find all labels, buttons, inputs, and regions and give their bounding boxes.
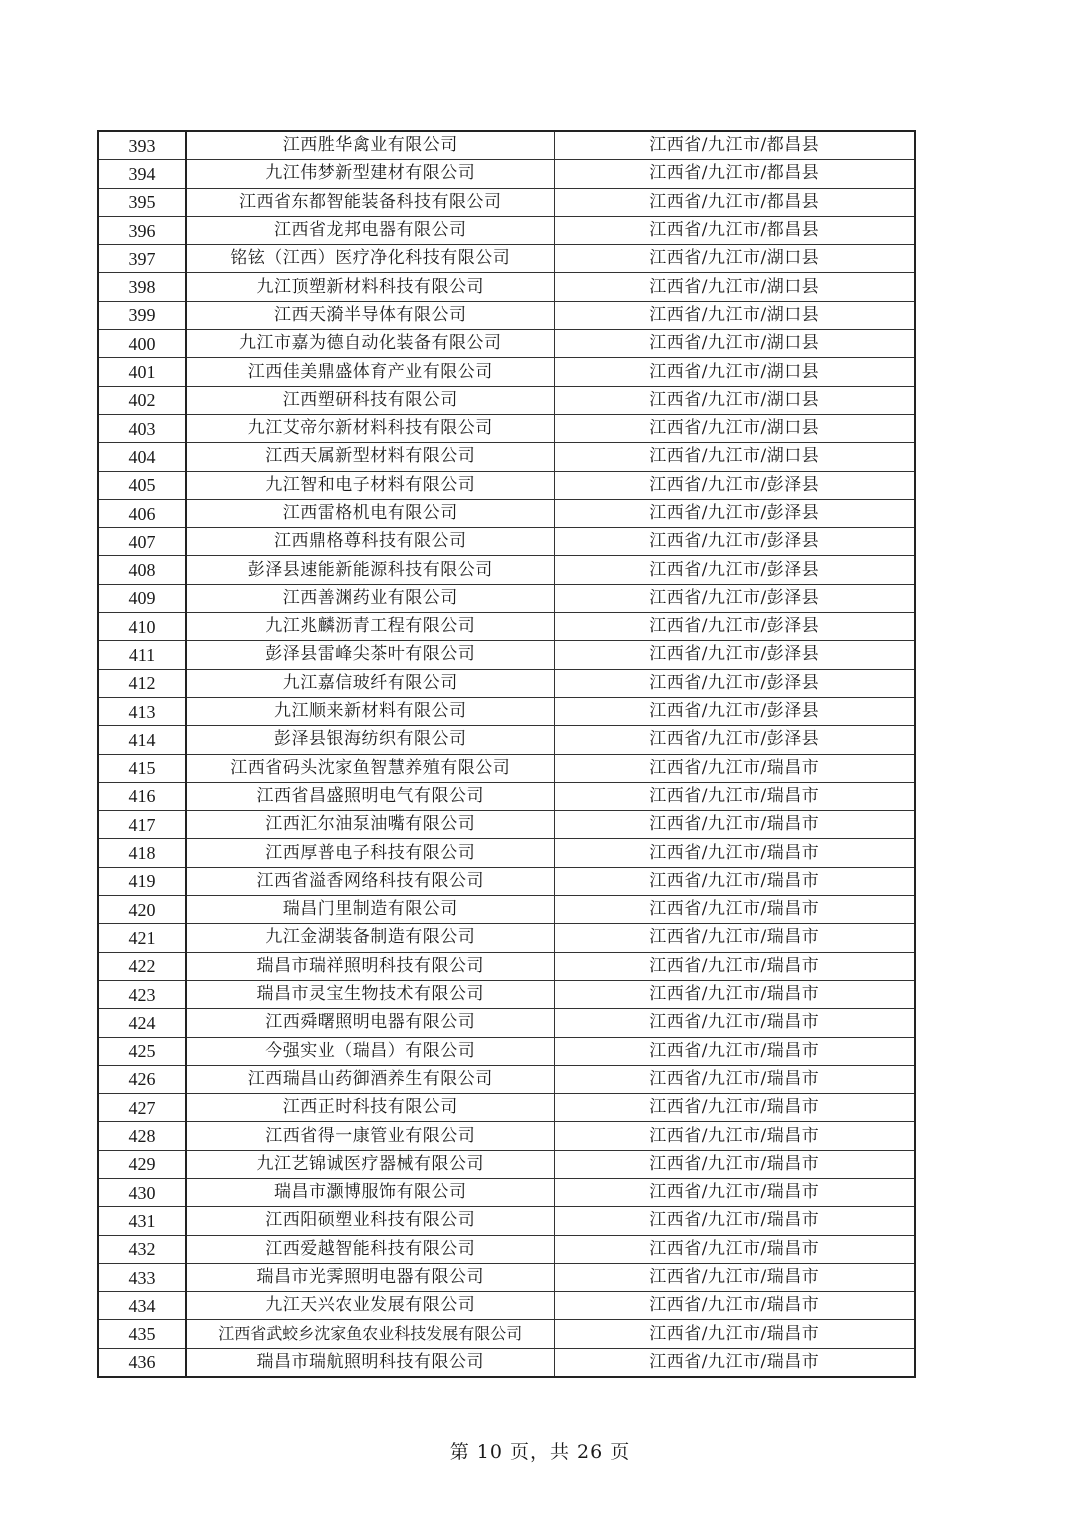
row-number: 416 <box>98 782 186 810</box>
company-location: 江西省/九江市/湖口县 <box>554 245 915 273</box>
table-row <box>98 358 915 386</box>
company-location: 江西省/九江市/彭泽县 <box>554 697 915 725</box>
table-row <box>98 160 915 188</box>
row-number: 410 <box>98 613 186 641</box>
table-row <box>98 273 915 301</box>
table-row <box>98 1122 915 1150</box>
table-row <box>98 499 915 527</box>
company-name: 江西阳硕塑业科技有限公司 <box>186 1207 554 1235</box>
company-name: 彭泽县雷峰尖茶叶有限公司 <box>186 641 554 669</box>
company-location: 江西省/九江市/都昌县 <box>554 160 915 188</box>
company-location: 江西省/九江市/彭泽县 <box>554 556 915 584</box>
table-row <box>98 1263 915 1291</box>
table-row <box>98 1037 915 1065</box>
table-row <box>98 443 915 471</box>
company-location: 江西省/九江市/湖口县 <box>554 273 915 301</box>
table-row <box>98 669 915 697</box>
company-name: 江西省东都智能装备科技有限公司 <box>186 188 554 216</box>
row-number: 435 <box>98 1320 186 1348</box>
row-number: 424 <box>98 1009 186 1037</box>
company-name: 江西善渊药业有限公司 <box>186 584 554 612</box>
table-row <box>98 1065 915 1093</box>
company-name: 九江金湖装备制造有限公司 <box>186 924 554 952</box>
company-location: 江西省/九江市/瑞昌市 <box>554 1094 915 1122</box>
company-location: 江西省/九江市/湖口县 <box>554 414 915 442</box>
row-number: 409 <box>98 584 186 612</box>
table-row <box>98 584 915 612</box>
table-row <box>98 1207 915 1235</box>
row-number: 428 <box>98 1122 186 1150</box>
row-number: 429 <box>98 1150 186 1178</box>
company-location: 江西省/九江市/都昌县 <box>554 216 915 244</box>
company-location: 江西省/九江市/瑞昌市 <box>554 1235 915 1263</box>
company-location: 江西省/九江市/都昌县 <box>554 188 915 216</box>
company-name: 江西舜曙照明电器有限公司 <box>186 1009 554 1037</box>
table-row <box>98 528 915 556</box>
table-row <box>98 613 915 641</box>
row-number: 425 <box>98 1037 186 1065</box>
row-number: 400 <box>98 330 186 358</box>
row-number: 398 <box>98 273 186 301</box>
company-list-table <box>97 130 916 1378</box>
row-number: 434 <box>98 1292 186 1320</box>
row-number: 394 <box>98 160 186 188</box>
row-number: 395 <box>98 188 186 216</box>
table-row <box>98 471 915 499</box>
company-location: 江西省/九江市/瑞昌市 <box>554 867 915 895</box>
table-row <box>98 1235 915 1263</box>
company-name: 江西正时科技有限公司 <box>186 1094 554 1122</box>
row-number: 396 <box>98 216 186 244</box>
company-name: 江西省昌盛照明电气有限公司 <box>186 782 554 810</box>
company-name: 江西省溢香网络科技有限公司 <box>186 867 554 895</box>
company-location: 江西省/九江市/彭泽县 <box>554 726 915 754</box>
company-location: 江西省/九江市/湖口县 <box>554 386 915 414</box>
company-location: 江西省/九江市/彭泽县 <box>554 641 915 669</box>
company-location: 江西省/九江市/彭泽县 <box>554 613 915 641</box>
company-name: 今强实业（瑞昌）有限公司 <box>186 1037 554 1065</box>
company-name: 铭铉（江西）医疗净化科技有限公司 <box>186 245 554 273</box>
table-row <box>98 924 915 952</box>
company-location: 江西省/九江市/彭泽县 <box>554 528 915 556</box>
company-location: 江西省/九江市/瑞昌市 <box>554 1263 915 1291</box>
company-location: 江西省/九江市/瑞昌市 <box>554 1122 915 1150</box>
row-number: 415 <box>98 754 186 782</box>
table-row <box>98 188 915 216</box>
table-row <box>98 839 915 867</box>
table-row <box>98 867 915 895</box>
row-number: 419 <box>98 867 186 895</box>
table-row <box>98 414 915 442</box>
row-number: 406 <box>98 499 186 527</box>
company-location: 江西省/九江市/彭泽县 <box>554 584 915 612</box>
table-row <box>98 782 915 810</box>
row-number: 413 <box>98 697 186 725</box>
company-name: 江西胜华禽业有限公司 <box>186 131 554 160</box>
company-name: 江西天属新型材料有限公司 <box>186 443 554 471</box>
table-row <box>98 386 915 414</box>
company-location: 江西省/九江市/彭泽县 <box>554 669 915 697</box>
company-location: 江西省/九江市/瑞昌市 <box>554 1178 915 1206</box>
company-name: 九江兆麟沥青工程有限公司 <box>186 613 554 641</box>
row-number: 403 <box>98 414 186 442</box>
company-name: 江西汇尔油泵油嘴有限公司 <box>186 811 554 839</box>
company-name: 九江市嘉为德自动化装备有限公司 <box>186 330 554 358</box>
table-row <box>98 1348 915 1377</box>
company-name: 瑞昌市瑞航照明科技有限公司 <box>186 1348 554 1377</box>
company-name: 江西省得一康管业有限公司 <box>186 1122 554 1150</box>
row-number: 426 <box>98 1065 186 1093</box>
company-location: 江西省/九江市/瑞昌市 <box>554 1150 915 1178</box>
company-location: 江西省/九江市/湖口县 <box>554 330 915 358</box>
table-row <box>98 896 915 924</box>
table-row <box>98 980 915 1008</box>
row-number: 431 <box>98 1207 186 1235</box>
row-number: 399 <box>98 301 186 329</box>
company-name: 江西佳美鼎盛体育产业有限公司 <box>186 358 554 386</box>
row-number: 432 <box>98 1235 186 1263</box>
row-number: 420 <box>98 896 186 924</box>
table-row <box>98 754 915 782</box>
company-location: 江西省/九江市/瑞昌市 <box>554 952 915 980</box>
table-row <box>98 697 915 725</box>
row-number: 412 <box>98 669 186 697</box>
row-number: 407 <box>98 528 186 556</box>
company-location: 江西省/九江市/瑞昌市 <box>554 839 915 867</box>
company-name: 九江艺锦诚医疗器械有限公司 <box>186 1150 554 1178</box>
table-row <box>98 216 915 244</box>
company-name: 江西瑞昌山药御酒养生有限公司 <box>186 1065 554 1093</box>
company-name: 九江艾帝尔新材料科技有限公司 <box>186 414 554 442</box>
company-location: 江西省/九江市/湖口县 <box>554 443 915 471</box>
row-number: 433 <box>98 1263 186 1291</box>
company-location: 江西省/九江市/瑞昌市 <box>554 1207 915 1235</box>
table-row <box>98 641 915 669</box>
table-row <box>98 811 915 839</box>
company-name: 江西雷格机电有限公司 <box>186 499 554 527</box>
row-number: 402 <box>98 386 186 414</box>
table-row <box>98 245 915 273</box>
company-name: 九江智和电子材料有限公司 <box>186 471 554 499</box>
company-location: 江西省/九江市/瑞昌市 <box>554 782 915 810</box>
row-number: 414 <box>98 726 186 754</box>
row-number: 427 <box>98 1094 186 1122</box>
company-name: 江西厚普电子科技有限公司 <box>186 839 554 867</box>
company-location: 江西省/九江市/湖口县 <box>554 358 915 386</box>
company-location: 江西省/九江市/瑞昌市 <box>554 980 915 1008</box>
table-row <box>98 556 915 584</box>
table-row <box>98 1009 915 1037</box>
row-number: 411 <box>98 641 186 669</box>
row-number: 418 <box>98 839 186 867</box>
table-row <box>98 952 915 980</box>
company-name: 瑞昌市灏博服饰有限公司 <box>186 1178 554 1206</box>
table-row <box>98 726 915 754</box>
table-row <box>98 301 915 329</box>
company-name: 九江伟梦新型建材有限公司 <box>186 160 554 188</box>
row-number: 393 <box>98 131 186 160</box>
company-location: 江西省/九江市/瑞昌市 <box>554 1037 915 1065</box>
company-location: 江西省/九江市/湖口县 <box>554 301 915 329</box>
company-name: 九江天兴农业发展有限公司 <box>186 1292 554 1320</box>
company-name: 瑞昌市灵宝生物技术有限公司 <box>186 980 554 1008</box>
company-location: 江西省/九江市/瑞昌市 <box>554 1320 915 1348</box>
company-location: 江西省/九江市/瑞昌市 <box>554 811 915 839</box>
company-name: 江西鼎格尊科技有限公司 <box>186 528 554 556</box>
company-name: 江西塑研科技有限公司 <box>186 386 554 414</box>
company-location: 江西省/九江市/瑞昌市 <box>554 754 915 782</box>
company-location: 江西省/九江市/瑞昌市 <box>554 896 915 924</box>
company-name: 瑞昌门里制造有限公司 <box>186 896 554 924</box>
page-number-footer: 第 10 页，共 26 页 <box>449 1441 631 1463</box>
company-name: 江西省武蛟乡沈家鱼农业科技发展有限公司 <box>186 1320 554 1348</box>
company-name: 彭泽县速能新能源科技有限公司 <box>186 556 554 584</box>
company-location: 江西省/九江市/瑞昌市 <box>554 924 915 952</box>
table-row <box>98 1178 915 1206</box>
company-name: 九江顺来新材料有限公司 <box>186 697 554 725</box>
table-row <box>98 1094 915 1122</box>
company-location: 江西省/九江市/瑞昌市 <box>554 1348 915 1377</box>
row-number: 421 <box>98 924 186 952</box>
company-name: 瑞昌市光霁照明电器有限公司 <box>186 1263 554 1291</box>
company-location: 江西省/九江市/瑞昌市 <box>554 1292 915 1320</box>
table-row <box>98 1150 915 1178</box>
row-number: 423 <box>98 980 186 1008</box>
company-location: 江西省/九江市/都昌县 <box>554 131 915 160</box>
company-name: 江西爱越智能科技有限公司 <box>186 1235 554 1263</box>
row-number: 404 <box>98 443 186 471</box>
row-number: 401 <box>98 358 186 386</box>
table-row <box>98 330 915 358</box>
row-number: 430 <box>98 1178 186 1206</box>
row-number: 397 <box>98 245 186 273</box>
company-list-body <box>98 131 915 1377</box>
company-name: 九江顶塑新材料科技有限公司 <box>186 273 554 301</box>
company-name: 江西省码头沈家鱼智慧养殖有限公司 <box>186 754 554 782</box>
table-row <box>98 1292 915 1320</box>
row-number: 405 <box>98 471 186 499</box>
row-number: 436 <box>98 1348 186 1377</box>
company-name: 瑞昌市瑞祥照明科技有限公司 <box>186 952 554 980</box>
row-number: 408 <box>98 556 186 584</box>
company-location: 江西省/九江市/彭泽县 <box>554 499 915 527</box>
row-number: 417 <box>98 811 186 839</box>
company-location: 江西省/九江市/瑞昌市 <box>554 1065 915 1093</box>
table-row <box>98 131 915 160</box>
table-row <box>98 1320 915 1348</box>
company-name: 彭泽县银海纺织有限公司 <box>186 726 554 754</box>
row-number: 422 <box>98 952 186 980</box>
company-name: 九江嘉信玻纤有限公司 <box>186 669 554 697</box>
company-name: 江西天漪半导体有限公司 <box>186 301 554 329</box>
company-location: 江西省/九江市/瑞昌市 <box>554 1009 915 1037</box>
company-name: 江西省龙邦电器有限公司 <box>186 216 554 244</box>
company-location: 江西省/九江市/彭泽县 <box>554 471 915 499</box>
